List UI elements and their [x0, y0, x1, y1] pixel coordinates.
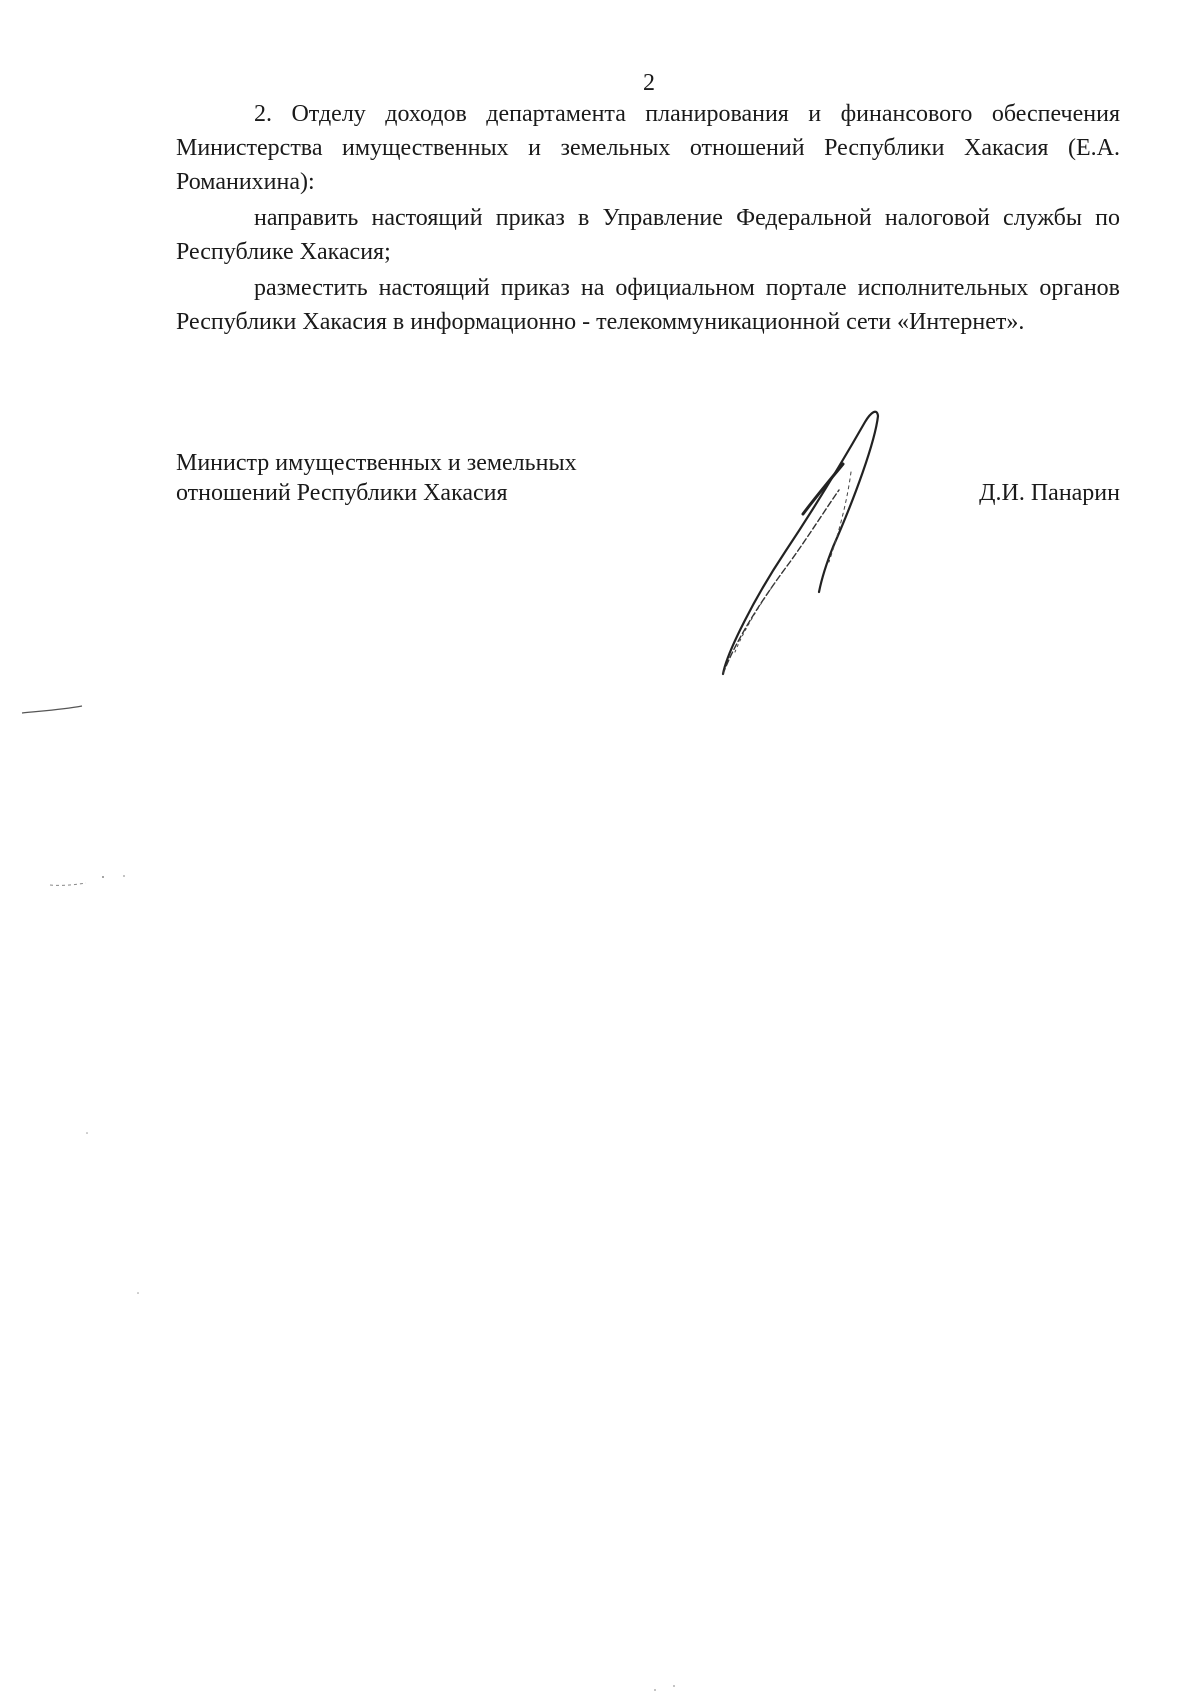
paragraph-revenue-department: 2. Отделу доходов департамента планирования и финансового обеспечения Министерства имущественных и земельных отношений Республики Хакасия (Е.А. Романихина): — [176, 101, 1120, 195]
signer-name: Д.И. Панарин — [979, 480, 1120, 506]
document-body — [176, 97, 1120, 341]
paragraph-publish-on-portal: разместить настоящий приказ на официальном портале исполнительных органов Республики Хакасия в информационно - телекоммуникационной сети «Интернет». — [176, 275, 1120, 335]
handwritten-signature — [715, 402, 935, 682]
signature-block — [176, 448, 1120, 508]
paragraph-send-to-tax-service: направить настоящий приказ в Управление Федеральной налоговой службы по Республике Хакасия; — [176, 205, 1120, 265]
signer-title-line-1: Министр имущественных и земельных — [176, 450, 577, 476]
page-number: 2 — [643, 70, 655, 96]
signer-title-line-2: отношений Республики Хакасия — [176, 480, 508, 506]
